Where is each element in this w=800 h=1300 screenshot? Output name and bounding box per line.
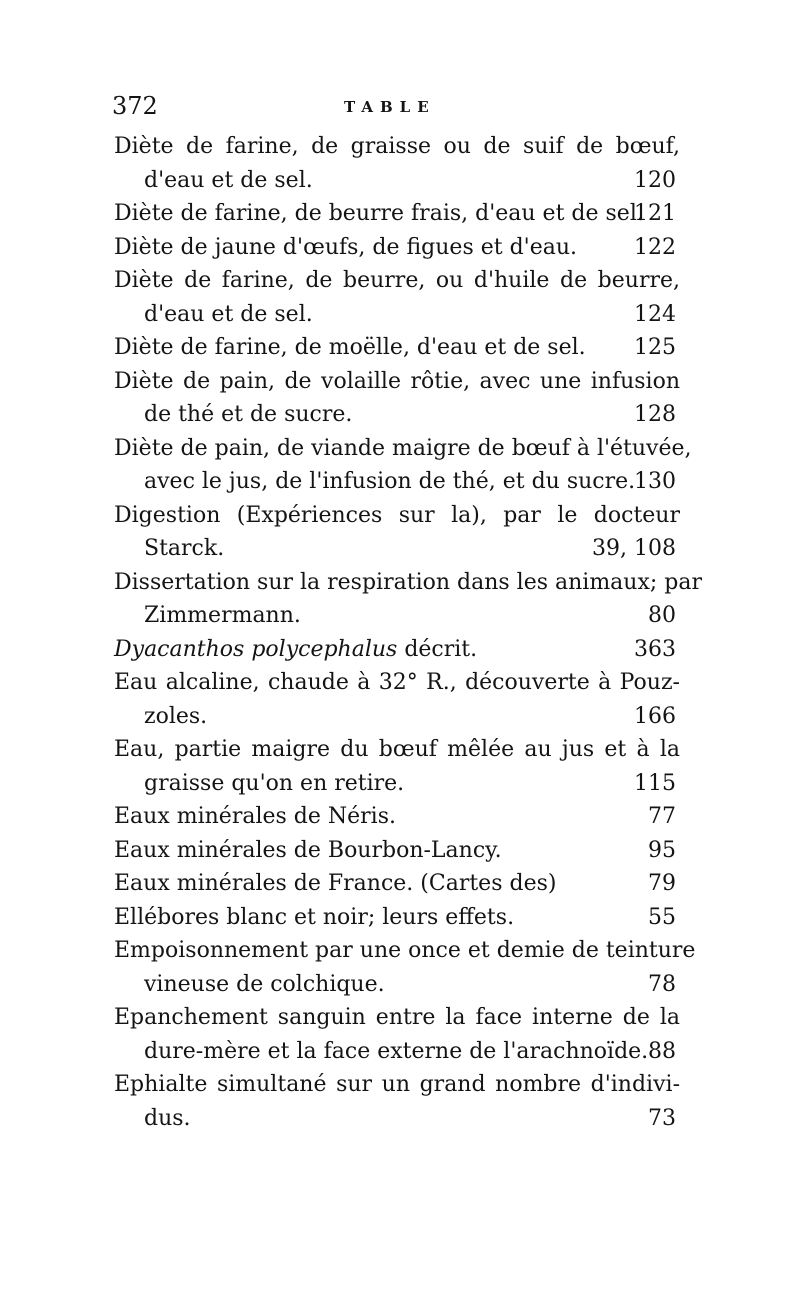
index-entry — [114, 834, 680, 868]
running-head: TABLE — [344, 98, 436, 116]
index-entry — [114, 1001, 680, 1068]
entry-line: Epanchement sanguin entre la face interne de la — [114, 1005, 680, 1030]
index-entry — [114, 633, 680, 667]
page-reference: 78 — [648, 971, 676, 997]
entry-line: de thé et de sucre. — [144, 402, 353, 427]
page-reference: 79 — [648, 871, 676, 896]
page-reference: 128 — [634, 402, 676, 427]
index-entry — [114, 733, 680, 800]
page-reference: 115 — [634, 770, 676, 796]
entry-line: Diète de farine, de beurre frais, d'eau et de sel. — [114, 201, 644, 226]
page-reference: 77 — [648, 804, 676, 829]
index-entry — [114, 264, 680, 331]
index-entry — [114, 130, 680, 197]
entry-line: Eau, partie maigre du bœuf mêlée au jus et à la — [114, 737, 680, 762]
page-reference: 95 — [648, 837, 676, 863]
entry-line: Diète de farine, de moëlle, d'eau et de sel. — [114, 335, 586, 360]
index-entry — [114, 867, 680, 901]
page-reference: 122 — [634, 234, 676, 260]
entry-line: Diète de farine, de beurre, ou d'huile de beurre, — [114, 268, 680, 293]
entry-line: zoles. — [144, 703, 208, 729]
index-entry — [114, 1068, 680, 1135]
index-entry — [114, 901, 680, 935]
page-reference: 125 — [634, 335, 676, 360]
entry-line: Empoisonnement par une once et demie de teinture — [114, 938, 696, 963]
entry-line: Diète de pain, de volaille rôtie, avec une infusion — [114, 368, 680, 394]
entry-line — [114, 633, 680, 667]
index-entry — [114, 432, 692, 499]
entry-line: graisse qu'on en retire. — [144, 770, 405, 796]
entry-line-rest: décrit. — [397, 636, 478, 662]
index-entry — [114, 231, 680, 265]
species-name: Dyacanthos polycephalus — [114, 636, 398, 662]
entry-line: Dissertation sur la respiration dans les animaux; par — [114, 569, 702, 595]
page-reference: 166 — [634, 703, 676, 729]
index-list — [114, 130, 702, 1135]
entry-line: avec le jus, de l'infusion de thé, et du sucre. — [144, 469, 636, 494]
entry-line: d'eau et de sel. — [144, 167, 313, 193]
index-entry — [114, 197, 680, 231]
page-number: 372 — [112, 92, 158, 120]
index-entry — [114, 934, 696, 1001]
entry-line: Eaux minérales de Bourbon-Lancy. — [114, 837, 502, 863]
entry-line: Diète de pain, de viande maigre de bœuf à l'étuvée, — [114, 435, 692, 461]
page-reference: 120 — [634, 167, 676, 193]
page-header — [112, 92, 682, 126]
entry-line: dus. — [144, 1105, 191, 1131]
entry-line: Eau alcaline, chaude à 32° R., découverte à Pouz- — [114, 670, 680, 695]
page-reference: 130 — [634, 469, 676, 494]
entry-line: vineuse de colchique. — [144, 971, 385, 997]
index-entry — [114, 331, 680, 365]
entry-line: Zimmermann. — [144, 603, 301, 628]
index-entry — [114, 566, 702, 633]
page-reference: 121 — [634, 201, 676, 226]
entry-line: Eaux minérales de Néris. — [114, 804, 397, 829]
entry-line: Ellébores blanc et noir; leurs effets. — [114, 904, 515, 930]
index-entry — [114, 499, 680, 566]
entry-line: Diète de farine, de graisse ou de suif de bœuf, — [114, 134, 680, 159]
entry-line: Digestion (Expériences sur la), par le docteur — [114, 502, 680, 528]
page-reference: 80 — [648, 603, 676, 628]
entry-line: Diète de jaune d'œufs, de figues et d'eau. — [114, 234, 578, 260]
entry-line: dure-mère et la face externe de l'arachnoïde. — [144, 1038, 649, 1064]
entry-line: Ephialte simultané sur un grand nombre d'indivi- — [114, 1072, 680, 1097]
page-reference: 363 — [634, 636, 676, 662]
page-reference: 39, 108 — [592, 536, 676, 561]
page-reference: 88 — [648, 1038, 676, 1064]
entry-line: d'eau et de sel. — [144, 301, 313, 327]
entry-line: Starck. — [144, 536, 225, 561]
page-reference: 124 — [634, 301, 676, 327]
index-entry — [114, 365, 680, 432]
page-reference: 73 — [648, 1105, 676, 1131]
entry-line: Eaux minérales de France. (Cartes des) — [114, 871, 557, 896]
index-entry — [114, 666, 680, 733]
index-entry — [114, 800, 680, 834]
page-reference: 55 — [648, 904, 676, 930]
